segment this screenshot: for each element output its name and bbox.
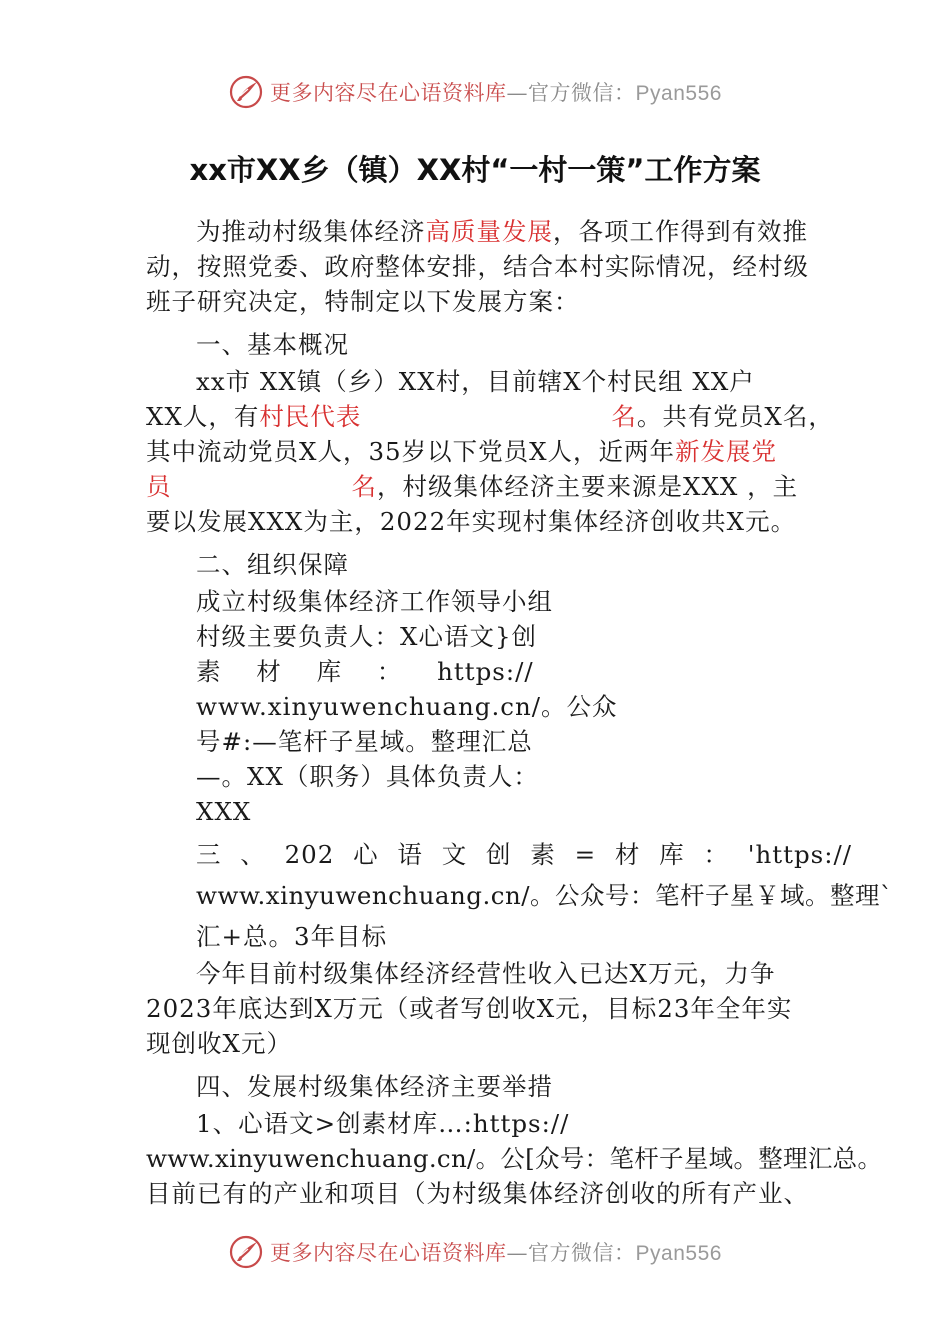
paragraph-line: 1、心语文>创素材库…:https:// (196, 1109, 570, 1138)
header-banner (0, 72, 950, 112)
section-heading-4: 四、发展村级集体经济主要举措 (196, 1072, 553, 1101)
paragraph-line: 为推动村级集体经济高质量发展，各项工作得到有效推 (196, 217, 808, 246)
paragraph-line: 汇+总。3年目标 (196, 922, 388, 951)
paragraph-line: 成立村级集体经济工作领导小组 (196, 587, 553, 616)
paragraph-line: XX人，有村民代表 名。共有党员X名， (146, 402, 834, 431)
section-heading-2: 二、组织保障 (196, 550, 349, 579)
paragraph-line: xx市 XX镇（乡）XX村，目前辖X个村民组 XX户 (196, 367, 755, 396)
paragraph-line: 三 、 202 心 语 文 创 素 = 材 库 ： 'https:// (196, 840, 852, 869)
section-heading-1: 一、基本概况 (196, 330, 349, 359)
highlight-text: 新发展党 (675, 437, 778, 466)
feather-circle-logo-icon (228, 74, 264, 110)
paragraph-line: 村级主要负责人：X心语文}创 (196, 622, 538, 651)
highlight-text: 员 (146, 472, 172, 501)
highlight-text: 名 (611, 402, 637, 431)
paragraph-line: 现创收X元） (146, 1029, 292, 1058)
paragraph-line: 动，按照党委、政府整体安排，结合本村实际情况，经村级 (146, 252, 809, 281)
paragraph-line: 号#:—笔杆子星域。整理汇总 (196, 727, 533, 756)
banner-text: 更多内容尽在心语资料库—官方微信：Pyan556 (270, 81, 722, 105)
paragraph-line: www.xinyuwenchuang.cn/。公众号：笔杆子星￥域。整理` (196, 881, 893, 910)
paragraph-line: www.xinyuwenchuang.cn/。公众 (196, 692, 618, 721)
paragraph-line: 今年目前村级集体经济经营性收入已达X万元，力争 (196, 959, 776, 988)
highlight-text: 名 (351, 472, 377, 501)
paragraph-line: 素 材 库 ： https:// (196, 657, 534, 686)
footer-banner (0, 1232, 950, 1272)
paragraph-line: —。XX（职务）具体负责人： (196, 762, 539, 791)
highlight-text: 村民代表 (259, 402, 362, 431)
paragraph-line: www.xinyuwenchuang.cn/。公[众号：笔杆子星域。整理汇总。 (146, 1144, 883, 1173)
paragraph-line: 目前已有的产业和项目（为村级集体经济创收的所有产业、 (146, 1179, 809, 1208)
highlight-text: 高质量发展 (425, 217, 553, 246)
paragraph-line: 其中流动党员X人，35岁以下党员X人，近两年新发展党 (146, 437, 778, 466)
paragraph-line: 员 名，村级集体经济主要来源是XXX ，主 (146, 472, 799, 501)
feather-circle-logo-icon (228, 1234, 264, 1270)
paragraph-line: XXX (196, 797, 252, 826)
banner-text: 更多内容尽在心语资料库—官方微信：Pyan556 (270, 1241, 722, 1265)
paragraph-line: 2023年底达到X万元（或者写创收X元，目标23年全年实 (146, 994, 793, 1023)
paragraph-line: 班子研究决定，特制定以下发展方案： (146, 287, 580, 316)
document-title: xx市XX乡（镇）XX村“一村一策”工作方案 (189, 153, 761, 187)
paragraph-line: 要以发展XXX为主，2022年实现村集体经济创收共X元。 (146, 507, 797, 536)
